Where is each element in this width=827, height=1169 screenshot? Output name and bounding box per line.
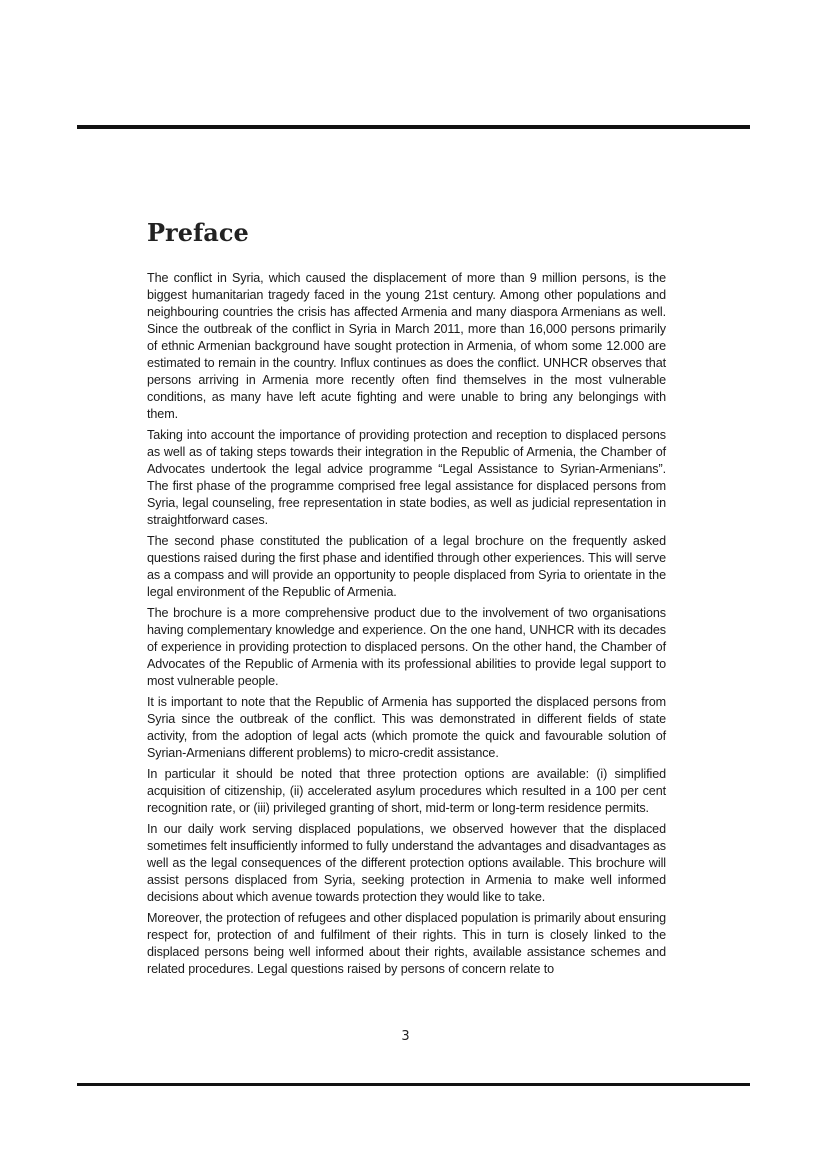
paragraph: The second phase constituted the publication of a legal brochure on the frequently asked questions raised during the first phase and identified through other experiences. This will serve as a compass and will provide an opportunity to people displaced from Syria to orientate in the legal environment of the Republic of Armenia.	[147, 534, 666, 599]
header-rule	[77, 125, 750, 129]
paragraph: Taking into account the importance of providing protection and reception to displaced persons as well as of taking steps towards their integration in the Republic of Armenia, the Chamber of Advocates undertook the legal advice programme “Legal Assistance to Syrian-Armenians”. The first phase of the programme comprised free legal assistance for displaced persons from Syria, legal counseling, free representation in state bodies, as well as judicial representation in straightforward cases.	[147, 428, 666, 527]
page-number: 3	[401, 1029, 410, 1044]
paragraph: Moreover, the protection of refugees and other displaced population is primarily about ensuring respect for, protection of and fulfilment of their rights. This in turn is closely linked to the displaced persons being well informed about their rights, available assistance schemes and related procedures. Legal questions raised by persons of concern relate to	[147, 911, 666, 976]
paragraph: The conflict in Syria, which caused the displacement of more than 9 million persons, is the biggest humanitarian tragedy faced in the young 21st century. Among other populations and neighbouring countries the crisis has affected Armenia and many diaspora Armenians as well. Since the outbreak of the conflict in Syria in March 2011, more than 16,000 persons primarily of ethnic Armenian background have sought protection in Armenia, of whom some 12.000 are estimated to remain in the country. Influx continues as does the conflict. UNHCR observes that persons arriving in Armenia more recently often find themselves in the most vulnerable conditions, as many have left acute fighting and were unable to bring any belongings with them.	[147, 271, 666, 421]
paragraph: In our daily work serving displaced populations, we observed however that the displaced sometimes felt insufficiently informed to fully understand the advantages and disadvantages as well as the legal consequences of the different protection options available. This brochure will assist persons displaced from Syria, seeking protection in Armenia to make well informed decisions about which avenue towards protection they would like to take.	[147, 822, 666, 904]
footer-rule	[77, 1083, 750, 1086]
paragraph: The brochure is a more comprehensive product due to the involvement of two organisations having complementary knowledge and experience. On the one hand, UNHCR with its decades of experience in providing protection to displaced persons. On the other hand, the Chamber of Advocates of the Republic of Armenia with its professional abilities to provide legal support to most vulnerable people.	[147, 606, 666, 688]
paragraph: It is important to note that the Republic of Armenia has supported the displaced persons from Syria since the outbreak of the conflict. This was demonstrated in different fields of state activity, from the adoption of legal acts (which promote the quick and favourable solution of Syrian-Armenians different problems) to micro-credit assistance.	[147, 695, 666, 760]
page-content	[147, 216, 666, 982]
page-title: Preface	[147, 218, 249, 247]
paragraph: In particular it should be noted that three protection options are available: (i) simplified acquisition of citizenship, (ii) accelerated asylum procedures which resulted in a 100 per cent recognition rate, or (iii) privileged granting of short, mid-term or long-term residence permits.	[147, 767, 666, 815]
